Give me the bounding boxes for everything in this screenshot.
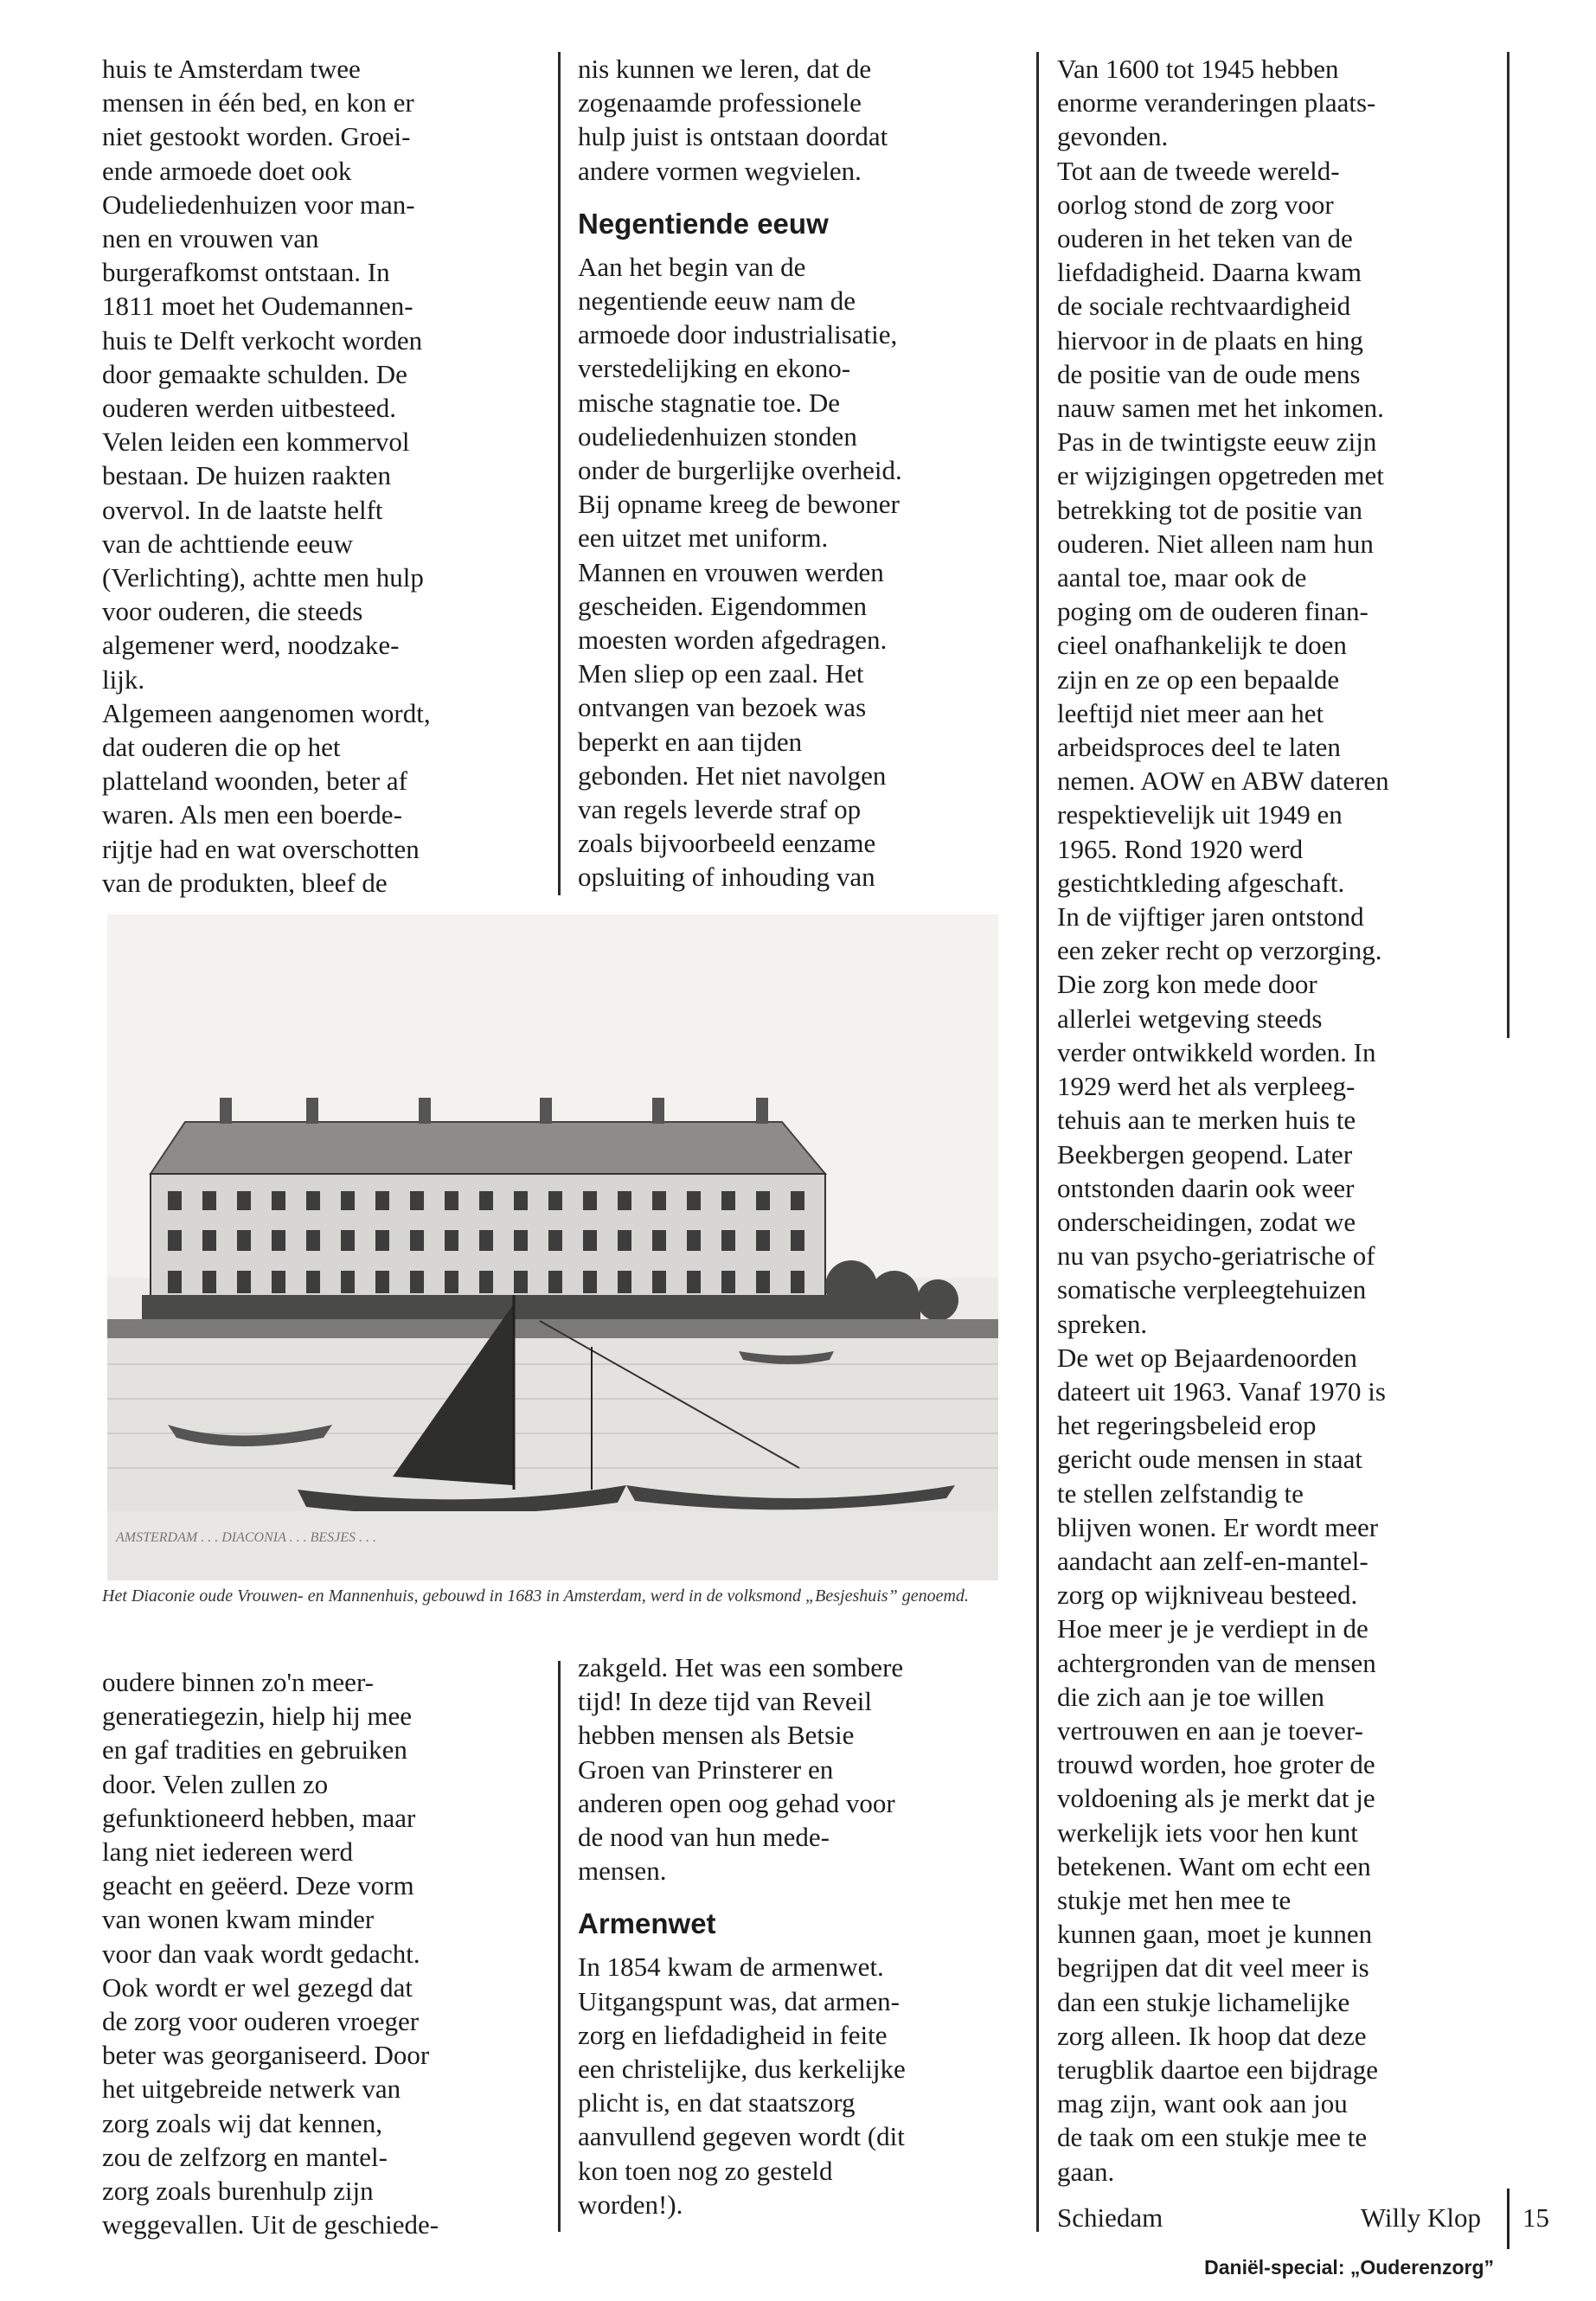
engraving-inscription: AMSTERDAM . . . DIACONIA . . . BESJES . . . bbox=[116, 1530, 376, 1545]
column-rule bbox=[558, 52, 561, 895]
section-heading: Armenwet bbox=[578, 1907, 716, 1940]
signature bbox=[1057, 2202, 1481, 2234]
paragraph: huis te Amsterdam twee mensen in één bed, en kon er niet gestookt worden. Groei- ende armoede doet ook Oudeliedenhuizen voor man- nen en vrouwen van burgerafkomst ontstaan. In 1811 moet het Oudemannen- huis te Delft verkocht worden door gemaakte schulden. De ouderen werden uitbesteed. Velen leiden een kommervol bestaan. De huizen raakten overvol. In de laatste helft van de achttiende eeuw (Verlichting), achtte men hulp voor ouderen, die steeds algemener werd, noodzake- lijk. bbox=[102, 54, 424, 695]
paragraph: Aan het begin van de negentiende eeuw nam de armoede door industrialisatie, verstedelijking en ekono- mische stagnatie toe. De oudeliedenhuizen stonden onder de burgerlijke overheid. Bij opname kreeg de bewoner een uitzet met uniform. Mannen en vrouwen werden gescheiden. Eigendommen moesten worden afgedragen. Men sliep op een zaal. Het ontvangen van bezoek was beperkt en aan tijden gebonden. Het niet navolgen van regels leverde straf op zoals bijvoorbeeld eenzame opsluiting of inhouding van bbox=[578, 251, 902, 893]
paragraph: Algemeen aangenomen wordt, dat ouderen die op het platteland woonden, beter af waren. Als men een boerde- rijtje had en wat overschotten van de produkten, bleef de bbox=[102, 697, 431, 898]
page-number-rule bbox=[1507, 2189, 1509, 2249]
paragraph: zakgeld. Het was een sombere tijd! In deze tijd van Reveil hebben mensen als Betsie Groen van Prinsterer en anderen open oog gehad voor de nood van hun mede- mensen. bbox=[578, 1652, 904, 1887]
paragraph: In de vijftiger jaren ontstond een zeker recht op verzorging. Die zorg kon mede door allerlei wetgeving steeds verder ontwikkeld worden. In 1929 werd het als verpleeg- tehuis aan te merken huis te Beekbergen geopend. Later ontstonden daarin ook weer onderscheidingen, zodat we nu van psycho-geriatrische of somatische verpleegtehuizen spreken. bbox=[1057, 901, 1382, 1339]
section-heading: Negentiende eeuw bbox=[578, 207, 829, 240]
column-rule bbox=[1507, 52, 1509, 1038]
column-1-bottom bbox=[102, 1665, 552, 2241]
paragraph: Van 1600 tot 1945 hebben enorme veranderingen plaats- gevonden. bbox=[1057, 54, 1376, 152]
paragraph: In 1854 kwam de armenwet. Uitgangspunt was, dat armen- zorg en liefdadigheid in feite een christelijke, dus kerkelijke plicht is, en dat staatszorg aanvullend gegeven wordt (dit kon toen nog zo gesteld worden!). bbox=[578, 1952, 906, 2220]
engraving-image bbox=[107, 914, 998, 1580]
page-number: 15 bbox=[1522, 2202, 1549, 2233]
column-1-top bbox=[102, 52, 552, 900]
paragraph: De wet op Bejaardenoorden dateert uit 1963. Vanaf 1970 is het regeringsbeleid erop gericht oude mensen in staat te stellen zelfstandig te blijven wonen. Er wordt meer aandacht aan zelf-en-mantel- zorg op wijkniveau besteed. bbox=[1057, 1342, 1386, 1611]
column-rule bbox=[1036, 52, 1039, 2232]
paragraph: Tot aan de tweede wereld- oorlog stond de zorg voor ouderen in het teken van de liefdadigheid. Daarna kwam de sociale rechtvaardigheid hiervoor in de plaats en hing de positie van de oude mens nauw samen met het inkomen. Pas in de twintigste eeuw zijn er wijzigingen opgetreden met betrekking tot de positie van ouderen. Niet alleen nam hun aantal toe, maar ook de poging om de ouderen finan- cieel onafhankelijk te doen zijn en ze op een bepaalde leeftijd niet meer aan het arbeidsproces deel te laten nemen. AOW en ABW dateren respektievelijk uit 1949 en 1965. Rond 1920 werd gestichtkleding afgeschaft. bbox=[1057, 155, 1389, 898]
footer-title: Daniël-special: „Ouderenzorg” bbox=[1204, 2256, 1494, 2279]
column-2-bottom bbox=[578, 1650, 1028, 2221]
paragraph: Hoe meer je je verdiept in de achtergronden van de mensen die zich aan je toe willen vertrouwen en aan je toever- trouwd worden, hoe groter de voldoening als je merkt dat je werkelijk iets voor hen kunt betekenen. Want om echt een stukje met hen mee te kunnen gaan, moet je kunnen begrijpen dat dit veel meer is dan een stukje lichamelijke zorg alleen. Ik hoop dat deze terugblik daartoe een bijdrage mag zijn, want ook aan jou de taak om een stukje mee te gaan. bbox=[1057, 1613, 1378, 2187]
column-2-top bbox=[578, 52, 1028, 894]
column-rule bbox=[558, 1661, 561, 2232]
signature-author: Willy Klop bbox=[1360, 2202, 1481, 2233]
paragraph: nis kunnen we leren, dat de zogenaamde professionele hulp juist is ontstaan doordat andere vormen wegvielen. bbox=[578, 54, 888, 186]
column-3 bbox=[1057, 52, 1507, 2189]
paragraph: oudere binnen zo'n meer- generatiegezin, hielp hij mee en gaf tradities en gebruiken door. Velen zullen zo gefunktioneerd hebben, maar lang niet iedereen werd geacht en geëerd. Deze vorm van wonen kwam minder voor dan vaak wordt gedacht. Ook wordt er wel gezegd dat de zorg voor ouderen vroeger beter was georganiseerd. Door het uitgebreide netwerk van zorg zoals wij dat kennen, zou de zelfzorg en mantel- zorg zoals burenhulp zijn weggevallen. Uit de geschiede- bbox=[102, 1667, 439, 2240]
signature-place: Schiedam bbox=[1057, 2202, 1163, 2233]
image-caption: Het Diaconie oude Vrouwen- en Mannenhuis, gebouwd in 1683 in Amsterdam, werd in de volksmond „Besjeshuis” genoemd. bbox=[102, 1586, 969, 1606]
